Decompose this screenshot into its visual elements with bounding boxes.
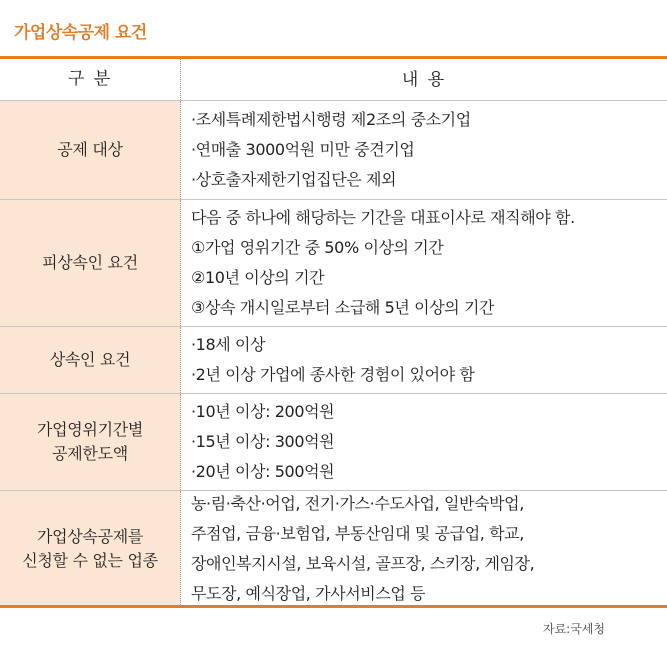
row-content [181,327,667,393]
content-line: ·조세특례제한법시행령 제2조의 중소기업 [191,110,471,129]
content-line: ·18세 이상 [191,335,266,354]
content-line: ·15년 이상: 300억원 [191,432,335,451]
content-line: 무도장, 예식장업, 가사서비스업 등 [191,584,426,603]
header-category: 구 분 [0,59,181,100]
content-line: 주점업, 금융·보험업, 부동산임대 및 공급업, 학교, [191,524,524,543]
row-label: 피상속인 요건 [0,200,181,326]
row-label [0,491,181,607]
row-content [181,394,667,490]
row-label-line: 공제한도액 [52,444,128,463]
table-row [0,491,667,607]
bottom-rule [0,605,667,608]
row-label-line: 가업영위기간별 [36,420,144,439]
table-row [0,101,667,200]
row-content [181,101,667,199]
row-content [181,491,667,607]
content-line: 농·림·축산·어업, 전기·가스·수도사업, 일반숙박업, [191,494,524,513]
content-line: ·연매출 3000억원 미만 중견기업 [191,140,415,159]
table-row [0,394,667,491]
content-line: ·20년 이상: 500억원 [191,462,335,481]
row-content [181,200,667,326]
row-label: 공제 대상 [0,101,181,199]
table-row [0,200,667,327]
row-label-line: 신청할 수 없는 업종 [22,551,158,570]
source-caption: 자료:국세청 [542,622,605,636]
row-label-line: 가업상속공제를 [36,527,144,546]
content-line: ·상호출자제한기업집단은 제외 [191,170,397,189]
content-line: 다음 중 하나에 해당하는 기간을 대표이사로 재직해야 함. [191,208,575,227]
page-title: 가업상속공제 요건 [14,23,147,43]
requirements-table [0,59,667,607]
content-line: 장애인복지시설, 보육시설, 골프장, 스키장, 게임장, [191,554,535,573]
content-line: ③상속 개시일로부터 소급해 5년 이상의 기간 [191,298,495,317]
table-header [0,59,667,101]
content-line: ②10년 이상의 기간 [191,268,325,287]
row-label [0,394,181,490]
table-row [0,327,667,394]
header-content: 내 용 [181,59,667,100]
row-label: 상속인 요건 [0,327,181,393]
content-line: ·2년 이상 가업에 종사한 경험이 있어야 함 [191,365,475,384]
content-line: ·10년 이상: 200억원 [191,402,335,421]
content-line: ①가업 영위기간 중 50% 이상의 기간 [191,238,444,257]
